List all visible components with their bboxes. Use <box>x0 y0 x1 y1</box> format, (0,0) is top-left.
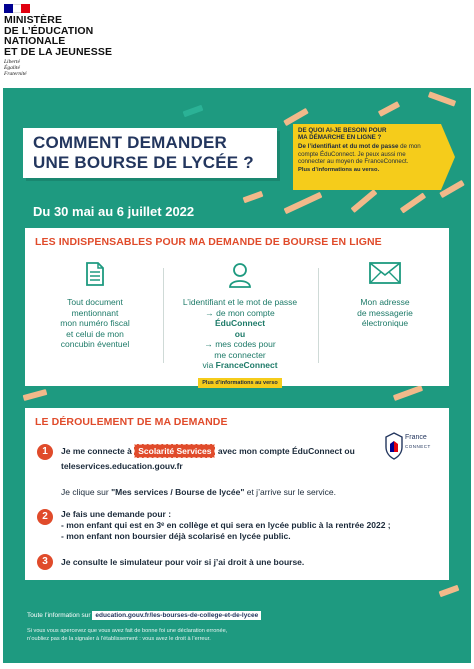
footer-note: Si vous vous apercevez que vous avez fait de bonne foi une déclaration erronée, n’oubliez pas de la signaler à l’établissement : vous avez le droit à l’erreur. <box>27 628 228 642</box>
franceconnect-logo-text: France <box>405 434 427 441</box>
requirements-info-box <box>293 124 441 190</box>
ministry-name: MINISTÈRE DE L’ÉDUCATION NATIONALE ET DE LA JEUNESSE <box>4 14 113 58</box>
divider <box>318 268 319 363</box>
step-number-2: 2 <box>37 509 53 525</box>
info-more: Plus d’informations au verso. <box>298 167 380 174</box>
essentials-fiscal-number: Tout document mentionnant mon numéro fiscal et celui de mon concubin éventuel <box>35 262 155 350</box>
decor-strip <box>351 189 378 213</box>
poster <box>3 88 471 663</box>
step-3-text: Je consulte le simulateur pour voir si j’ai droit à une bourse. <box>61 557 305 567</box>
info-question: DE QUOI AI-JE BESOIN POUR MA DÉMARCHE EN LIGNE ? <box>298 127 387 142</box>
essentials-title: LES INDISPENSABLES POUR MA DEMANDE DE BOURSE EN LIGNE <box>35 236 382 248</box>
decor-strip <box>183 105 204 117</box>
french-flag-logo <box>4 4 30 13</box>
step-1-detail: Je clique sur "Mes services / Bourse de lycée" et j’arrive sur le service. <box>61 487 337 497</box>
decor-strip <box>378 101 400 117</box>
more-info-badge: Plus d’informations au verso <box>198 378 282 388</box>
decor-strip <box>23 389 48 401</box>
person-icon <box>228 262 252 288</box>
envelope-icon <box>369 262 401 284</box>
decor-strip <box>428 91 456 106</box>
step-number-1: 1 <box>37 444 53 460</box>
decor-strip <box>400 193 426 214</box>
campaign-dates: Du 30 mai au 6 juillet 2022 <box>33 204 195 219</box>
poster-title: COMMENT DEMANDER UNE BOURSE DE LYCÉE ? <box>23 128 277 178</box>
step-number-3: 3 <box>37 554 53 570</box>
footer-info: Toute l’information sur education.gouv.fr/les-bourses-de-college-et-de-lycee <box>27 612 261 619</box>
essentials-credentials: L’identifiant et le mot de passe → de mon compte ÉduConnect ou → mes codes pour me connecter via FranceConnect Plus d’informations au verso <box>170 262 310 389</box>
process-card <box>25 408 449 580</box>
ministry-header <box>0 0 474 86</box>
info-answer: De l’identifiant et du mot de passe de mon compte ÉduConnect. Je peux aussi me connecter au moyen de FranceConnect. <box>298 143 421 165</box>
essentials-email: Mon adresse de messagerie électronique <box>325 262 445 329</box>
republic-motto: Liberté Égalité Fraternité <box>4 59 27 77</box>
decor-strip <box>393 385 423 401</box>
essentials-card <box>25 228 449 386</box>
step-1-text: Je me connecte à Scolarité Services avec mon compte ÉduConnect ou <box>61 446 355 456</box>
divider <box>163 268 164 363</box>
franceconnect-logo-subtext: CONNECT <box>405 444 431 449</box>
teleservices-url[interactable]: teleservices.education.gouv.fr <box>61 461 183 471</box>
document-icon <box>85 262 105 286</box>
decor-strip <box>243 191 264 203</box>
decor-strip <box>284 192 323 214</box>
process-title: LE DÉROULEMENT DE MA DEMANDE <box>35 416 228 428</box>
decor-strip <box>439 585 460 597</box>
step-2-text: Je fais une demande pour : - mon enfant qui est en 3ᵉ en collège et qui sera en lycée public à la rentrée 2022 ; - mon enfant non boursier déjà scolarisé en lycée public. <box>61 509 391 541</box>
footer-url-link[interactable]: education.gouv.fr/les-bourses-de-college-et-de-lycee <box>92 611 261 620</box>
scolarite-services-link[interactable]: Scolarité Services <box>134 444 215 458</box>
